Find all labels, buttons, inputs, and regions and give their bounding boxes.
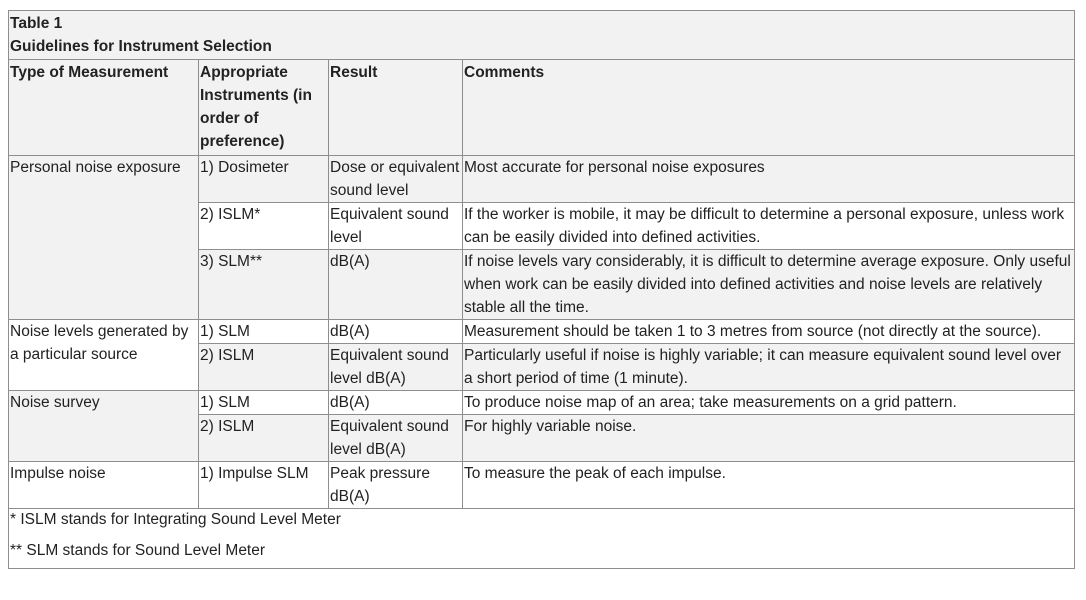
header-row [9, 60, 1075, 156]
table-row [9, 320, 1075, 344]
comment-cell: If the worker is mobile, it may be difficult to determine a personal exposure, unless work can be easily divided into defined activities. [463, 203, 1075, 250]
comment-cell: To produce noise map of an area; take measurements on a grid pattern. [463, 391, 1075, 415]
result-cell: Peak pressure dB(A) [329, 462, 463, 509]
instrument-cell: 1) SLM [199, 320, 329, 344]
result-cell: Dose or equivalent sound level [329, 156, 463, 203]
measurement-type-impulse-noise: Impulse noise [9, 462, 199, 509]
result-cell: Equivalent sound level [329, 203, 463, 250]
instrument-cell: 2) ISLM [199, 344, 329, 391]
table-row [9, 156, 1075, 203]
footnote-islm: * ISLM stands for Integrating Sound Level Meter [10, 511, 341, 528]
comment-cell: Most accurate for personal noise exposures [463, 156, 1075, 203]
result-cell: Equivalent sound level dB(A) [329, 415, 463, 462]
table-caption-row [9, 11, 1075, 60]
table-caption [9, 11, 1075, 60]
instrument-cell: 1) Impulse SLM [199, 462, 329, 509]
header-result: Result [329, 60, 463, 156]
instrument-cell: 1) Dosimeter [199, 156, 329, 203]
result-cell: dB(A) [329, 391, 463, 415]
instrument-cell: 2) ISLM [199, 415, 329, 462]
result-cell: dB(A) [329, 320, 463, 344]
result-cell: Equivalent sound level dB(A) [329, 344, 463, 391]
footnotes-row [9, 509, 1075, 569]
table-container [8, 10, 1074, 569]
measurement-type-particular-source: Noise levels generated by a particular source [9, 320, 199, 391]
header-appropriate-instruments: Appropriate Instruments (in order of preference) [199, 60, 329, 156]
comment-cell: Particularly useful if noise is highly variable; it can measure equivalent sound level over a short period of time (1 minute). [463, 344, 1075, 391]
header-comments: Comments [463, 60, 1075, 156]
comment-cell: To measure the peak of each impulse. [463, 462, 1075, 509]
instrument-cell: 1) SLM [199, 391, 329, 415]
header-type-of-measurement: Type of Measurement [9, 60, 199, 156]
result-cell: dB(A) [329, 250, 463, 320]
instrument-cell: 2) ISLM* [199, 203, 329, 250]
comment-cell: If noise levels vary considerably, it is difficult to determine average exposure. Only useful when work can be easily divided into defined activities and noise levels are relatively stable all the time. [463, 250, 1075, 320]
instrument-selection-table [8, 10, 1075, 569]
comment-cell: For highly variable noise. [463, 415, 1075, 462]
table-row [9, 462, 1075, 509]
comment-cell: Measurement should be taken 1 to 3 metres from source (not directly at the source). [463, 320, 1075, 344]
footnote-slm: ** SLM stands for Sound Level Meter [10, 542, 266, 559]
footnotes [9, 509, 1075, 569]
measurement-type-noise-survey: Noise survey [9, 391, 199, 462]
instrument-cell: 3) SLM** [199, 250, 329, 320]
table-row [9, 391, 1075, 415]
measurement-type-personal-noise-exposure: Personal noise exposure [9, 156, 199, 320]
table-title: Guidelines for Instrument Selection [10, 38, 272, 55]
table-number: Table 1 [10, 15, 63, 32]
